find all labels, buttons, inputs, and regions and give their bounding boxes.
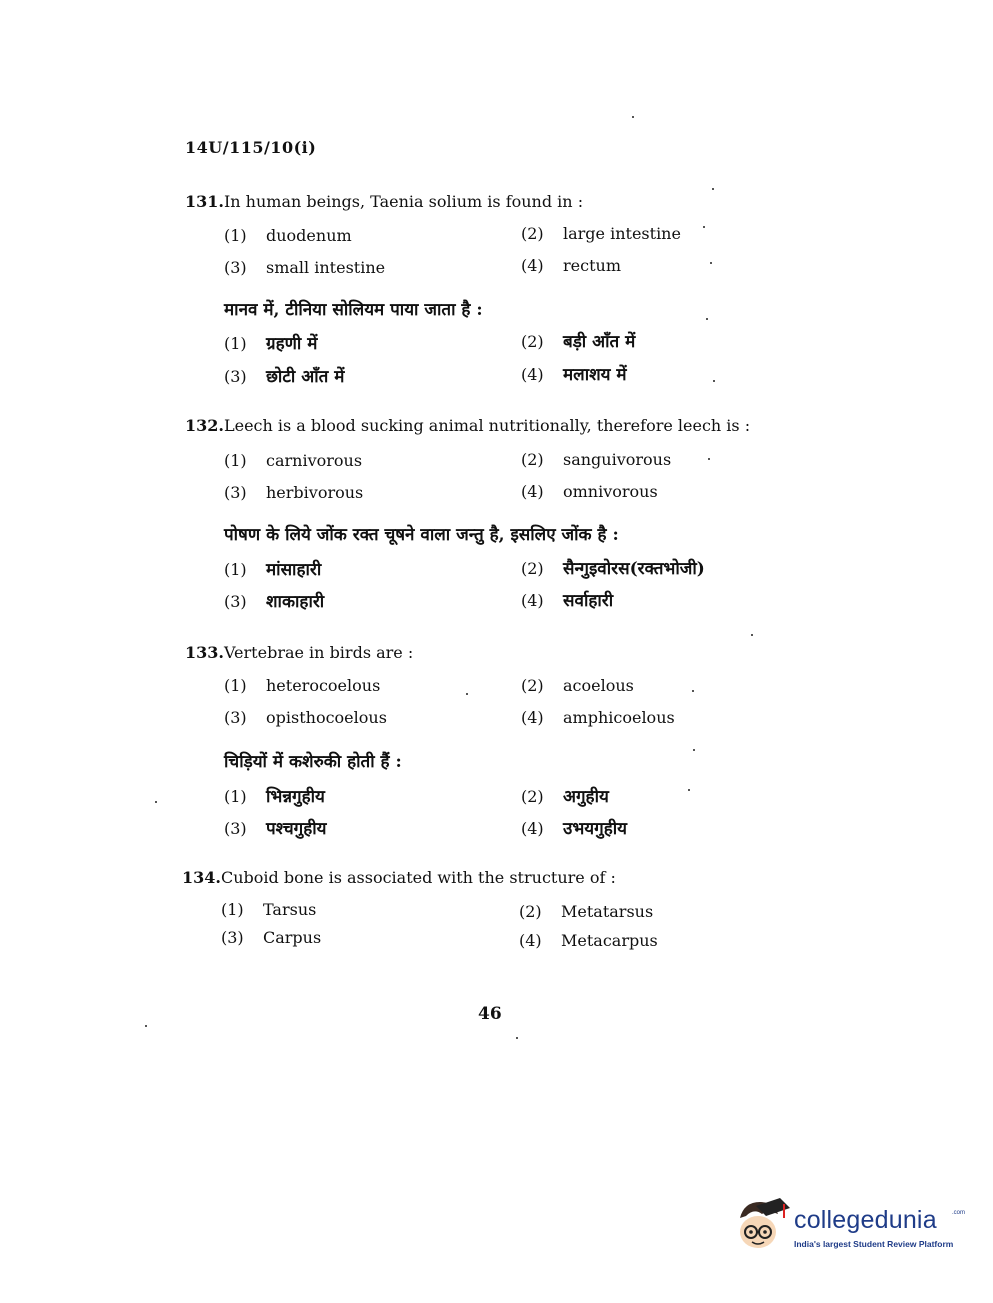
option-text: मलाशय में xyxy=(563,365,627,385)
hindi-question-132: पोषण के लिये जोंक रक्त चूषने वाला जन्तु है, इसलिए जोंक है : xyxy=(224,525,619,545)
option-1 xyxy=(224,226,352,245)
logo-tagline: India's largest Student Review Platform xyxy=(794,1239,954,1249)
option-text: carnivorous xyxy=(266,451,363,470)
scan-speck xyxy=(708,458,710,460)
option-1 xyxy=(224,451,362,470)
scan-speck xyxy=(155,801,157,803)
option-number: (3) xyxy=(224,483,247,502)
question-number: 134. xyxy=(182,868,221,887)
hindi-option-2 xyxy=(521,556,705,579)
question-text: Vertebrae in birds are : xyxy=(223,643,414,662)
logo-domain-text: .com xyxy=(952,1210,966,1216)
hindi-option-3 xyxy=(224,364,344,387)
scan-speck xyxy=(710,262,712,264)
scan-speck xyxy=(712,188,714,190)
option-text: ग्रहणी में xyxy=(266,334,318,354)
option-number: (3) xyxy=(224,819,247,838)
scan-speck xyxy=(516,1037,518,1039)
question-132 xyxy=(185,416,750,435)
option-number: (4) xyxy=(521,482,544,501)
option-number: (1) xyxy=(224,334,247,353)
option-1 xyxy=(221,900,316,919)
option-text: Metatarsus xyxy=(561,902,654,921)
option-text: Carpus xyxy=(263,928,322,947)
option-number: (2) xyxy=(521,787,544,806)
question-text: In human beings, Taenia solium is found in : xyxy=(223,192,584,211)
option-text: Metacarpus xyxy=(561,931,658,950)
hindi-option-3 xyxy=(224,816,327,839)
page-number: 46 xyxy=(478,1004,502,1024)
option-text: बड़ी आँत में xyxy=(563,332,636,352)
option-2 xyxy=(519,902,653,921)
option-number: (1) xyxy=(224,676,247,695)
question-number: 131. xyxy=(185,192,224,211)
option-text: amphicoelous xyxy=(563,708,675,727)
hindi-option-4 xyxy=(521,588,613,611)
option-number: (1) xyxy=(224,451,247,470)
option-text: small intestine xyxy=(266,258,386,277)
paper-code: 14U/115/10(i) xyxy=(185,138,317,157)
option-number: (4) xyxy=(521,708,544,727)
option-number: (4) xyxy=(519,931,542,950)
option-text: उभयगुहीय xyxy=(563,819,627,839)
hindi-option-2 xyxy=(521,784,609,807)
option-number: (4) xyxy=(521,591,544,610)
option-text: omnivorous xyxy=(563,482,658,501)
option-text: शाकाहारी xyxy=(266,592,325,612)
option-text: मांसाहारी xyxy=(266,560,322,580)
option-number: (1) xyxy=(224,787,247,806)
option-number: (1) xyxy=(224,560,247,579)
hindi-option-1 xyxy=(224,784,325,807)
scan-speck xyxy=(466,693,468,695)
question-131 xyxy=(185,192,583,211)
hindi-option-4 xyxy=(521,362,627,385)
option-text: Tarsus xyxy=(263,900,317,919)
hindi-option-2 xyxy=(521,329,635,352)
logo-brand-text: collegedunia xyxy=(794,1206,937,1234)
question-text: Cuboid bone is associated with the structure of : xyxy=(220,868,616,887)
option-text: herbivorous xyxy=(266,483,364,502)
option-number: (4) xyxy=(521,819,544,838)
collegedunia-logo xyxy=(734,1196,966,1256)
question-134 xyxy=(182,868,616,887)
option-number: (1) xyxy=(224,226,247,245)
option-text: अगुहीय xyxy=(563,787,609,807)
question-number: 132. xyxy=(185,416,224,435)
scan-speck xyxy=(713,380,715,382)
question-text: Leech is a blood sucking animal nutritionally, therefore leech is : xyxy=(223,416,751,435)
option-2 xyxy=(521,224,681,243)
option-4 xyxy=(519,931,658,950)
option-number: (3) xyxy=(224,592,247,611)
option-number: (2) xyxy=(521,450,544,469)
option-text: सर्वाहारी xyxy=(563,591,614,611)
option-text: large intestine xyxy=(563,224,681,243)
option-4 xyxy=(521,256,621,275)
option-text: heterocoelous xyxy=(266,676,381,695)
option-text: पश्चगुहीय xyxy=(266,819,327,839)
option-number: (2) xyxy=(519,902,542,921)
option-3 xyxy=(224,483,363,502)
scan-speck xyxy=(693,749,695,751)
option-2 xyxy=(521,676,634,695)
option-number: (2) xyxy=(521,224,544,243)
scan-speck xyxy=(632,116,634,118)
option-text: duodenum xyxy=(266,226,352,245)
option-text: sanguivorous xyxy=(563,450,672,469)
option-number: (3) xyxy=(221,928,244,947)
option-4 xyxy=(521,708,675,727)
option-3 xyxy=(224,258,385,277)
question-133 xyxy=(185,643,413,662)
hindi-option-4 xyxy=(521,816,627,839)
hindi-option-3 xyxy=(224,589,324,612)
hindi-option-1 xyxy=(224,557,321,580)
option-text: सैन्गुइवोरस(रक्तभोजी) xyxy=(563,559,705,579)
option-text: acoelous xyxy=(563,676,634,695)
option-text: भिन्नगुहीय xyxy=(266,787,325,807)
option-4 xyxy=(521,482,658,501)
hindi-question-133: चिड़ियों में कशेरुकी होती हैं : xyxy=(224,752,402,772)
hindi-option-1 xyxy=(224,331,317,354)
option-number: (3) xyxy=(224,367,247,386)
option-3 xyxy=(224,708,387,727)
option-text: छोटी आँत में xyxy=(266,367,345,387)
scan-speck xyxy=(706,318,708,320)
option-number: (3) xyxy=(224,258,247,277)
option-2 xyxy=(521,450,671,469)
option-3 xyxy=(221,928,321,947)
option-number: (3) xyxy=(224,708,247,727)
student-mascot-icon xyxy=(734,1196,792,1256)
option-number: (2) xyxy=(521,559,544,578)
option-1 xyxy=(224,676,380,695)
option-number: (2) xyxy=(521,676,544,695)
scan-speck xyxy=(688,789,690,791)
question-number: 133. xyxy=(185,643,224,662)
scan-speck xyxy=(692,690,694,692)
option-text: opisthocoelous xyxy=(266,708,387,727)
scan-speck xyxy=(703,226,705,228)
option-number: (4) xyxy=(521,365,544,384)
scan-speck xyxy=(751,634,753,636)
hindi-question-131: मानव में, टीनिया सोलियम पाया जाता है : xyxy=(224,300,483,320)
option-number: (1) xyxy=(221,900,244,919)
scan-speck xyxy=(145,1025,147,1027)
option-number: (4) xyxy=(521,256,544,275)
option-number: (2) xyxy=(521,332,544,351)
option-text: rectum xyxy=(563,256,621,275)
